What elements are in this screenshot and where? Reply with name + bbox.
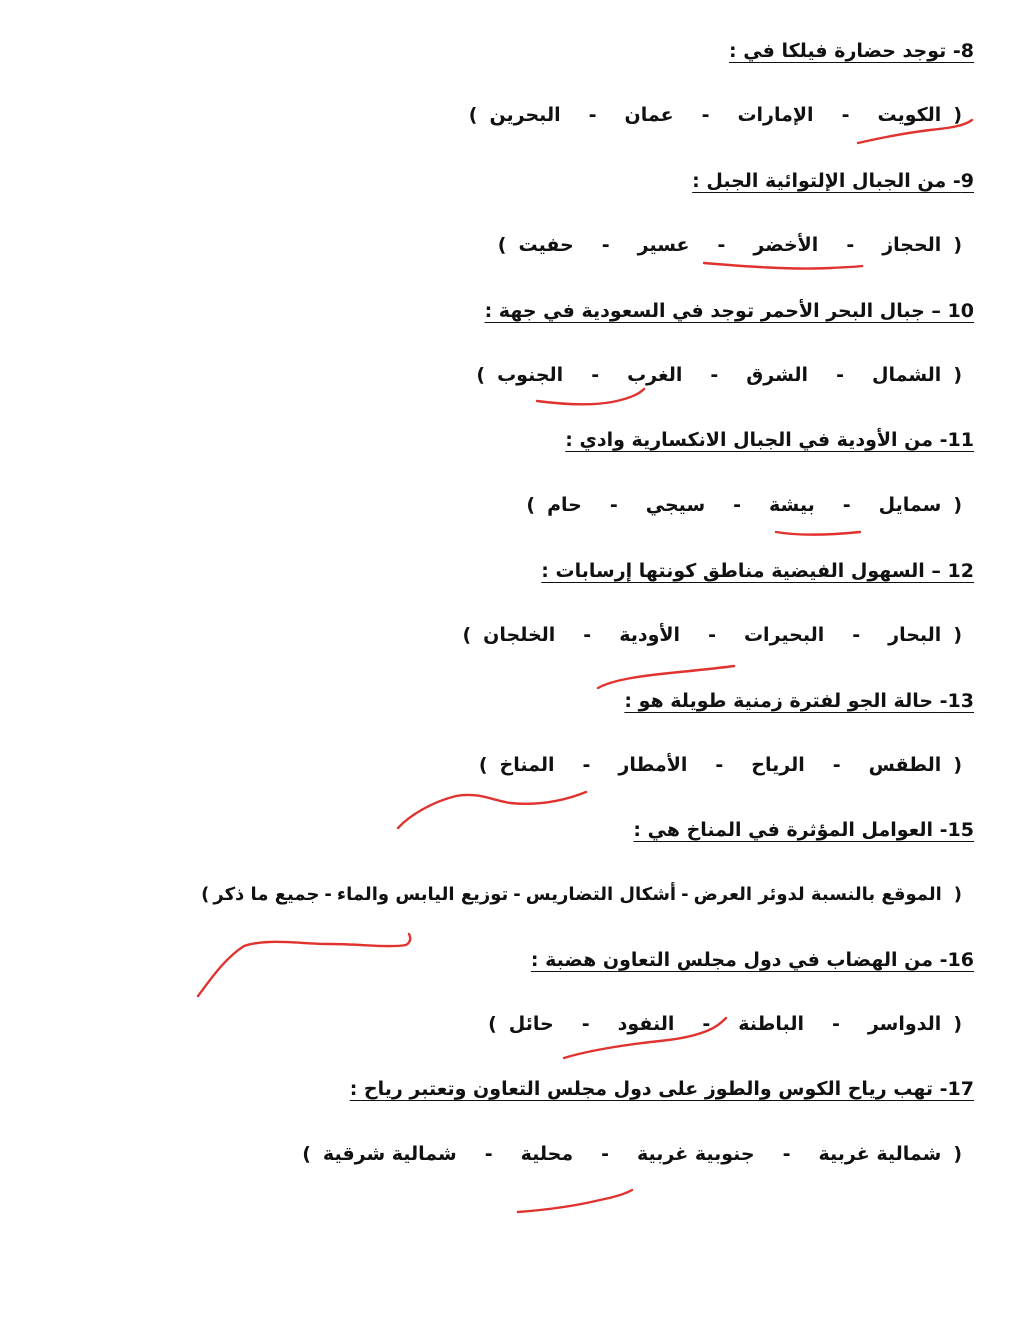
separator: - (841, 104, 850, 126)
option[interactable]: الدواسر (867, 1013, 942, 1035)
option[interactable]: الغرب (627, 364, 683, 386)
answer-mark-q10 (537, 389, 644, 404)
option[interactable]: الطقس (868, 754, 942, 776)
separator: - (836, 364, 844, 386)
option[interactable]: حام (547, 494, 582, 516)
option[interactable]: الكويت (877, 104, 942, 126)
separator: - (702, 1013, 711, 1035)
close-paren: ) (497, 234, 507, 256)
separator: - (601, 234, 610, 256)
question-8-options (457, 104, 974, 126)
separator: - (513, 884, 521, 905)
open-paren: ( (953, 494, 962, 516)
separator: - (583, 624, 592, 646)
separator: - (831, 1013, 840, 1035)
option[interactable]: الإمارات (737, 104, 814, 126)
question-17-options (290, 1143, 974, 1165)
option[interactable]: النفود (617, 1013, 675, 1035)
answer-mark-q11 (776, 532, 860, 535)
open-paren: ( (953, 884, 962, 905)
question-10-options (464, 364, 974, 386)
option[interactable]: جنوبية غربية (637, 1143, 755, 1165)
separator: - (581, 1013, 590, 1035)
option[interactable]: عمان (624, 104, 674, 126)
separator: - (582, 754, 591, 776)
option[interactable]: الجنوب (497, 364, 564, 386)
question-16-title: 16- من الهضاب في دول مجلس التعاون هضبة : (530, 949, 974, 971)
separator: - (588, 104, 597, 126)
separator: - (715, 754, 724, 776)
option[interactable]: سيجي (645, 494, 706, 516)
close-paren: ) (476, 364, 486, 386)
question-12-options (450, 624, 974, 646)
close-paren: ) (488, 1013, 497, 1035)
open-paren: ( (953, 624, 962, 646)
separator: - (681, 884, 689, 905)
option[interactable]: شمالية شرقية (322, 1143, 457, 1165)
option[interactable]: الحجاز (882, 234, 942, 256)
separator: - (591, 364, 600, 386)
separator: - (710, 364, 719, 386)
open-paren: ( (953, 1143, 962, 1165)
separator: - (484, 1143, 493, 1165)
option[interactable]: سمايل (878, 494, 942, 516)
option[interactable]: عسير (637, 234, 690, 256)
option[interactable]: الشرق (746, 364, 809, 386)
question-17-title: 17- تهب رياح الكوس والطوز على دول مجلس التعاون وتعتبر رياح : (349, 1078, 974, 1100)
option[interactable]: البحرين (489, 104, 561, 126)
answer-mark-q17 (518, 1190, 632, 1212)
separator: - (717, 234, 726, 256)
question-11-options (514, 494, 974, 516)
separator: - (852, 624, 861, 646)
separator: - (846, 234, 855, 256)
option[interactable]: الباطنة (738, 1013, 804, 1035)
option[interactable]: حفيت (518, 234, 574, 256)
question-12-title: 12 – السهول الفيضية مناطق كونتها إرسابات : (541, 560, 974, 582)
option[interactable]: شمالية غربية (818, 1143, 942, 1165)
option[interactable]: جميع ما ذكر (213, 884, 320, 905)
close-paren: ) (526, 494, 536, 516)
open-paren: ( (953, 234, 962, 256)
question-9-options (486, 234, 974, 256)
separator: - (842, 494, 851, 516)
question-13-options (467, 754, 974, 776)
answer-mark-q15 (198, 934, 410, 996)
question-16-options (476, 1013, 974, 1035)
question-11-title: 11- من الأودية في الجبال الانكسارية وادي : (565, 429, 974, 451)
open-paren: ( (953, 104, 962, 126)
option[interactable]: بيشة (769, 494, 815, 516)
option[interactable]: محلية (520, 1143, 574, 1165)
close-paren: ) (201, 884, 210, 905)
option[interactable]: حائل (508, 1013, 554, 1035)
question-15-options (197, 884, 974, 905)
separator: - (609, 494, 618, 516)
close-paren: ) (462, 624, 472, 646)
separator: - (782, 1143, 791, 1165)
option[interactable]: الأمطار (618, 754, 688, 776)
option[interactable]: الشمال (871, 364, 942, 386)
separator: - (708, 624, 716, 646)
open-paren: ( (953, 364, 962, 386)
option[interactable]: الخلجان (483, 624, 556, 646)
option[interactable]: البحار (888, 624, 942, 646)
question-10-title: 10 – جبال البحر الأحمر توجد في السعودية في جهة : (484, 300, 974, 322)
question-9-title: 9- من الجبال الإلتوائية الجبل : (692, 170, 974, 192)
close-paren: ) (302, 1143, 311, 1165)
option[interactable]: الأخضر (753, 234, 819, 256)
open-paren: ( (953, 1013, 962, 1035)
option[interactable]: البحيرات (743, 624, 825, 646)
answer-mark-q12 (598, 666, 734, 688)
option[interactable]: الرياح (751, 754, 805, 776)
close-paren: ) (468, 104, 478, 126)
separator: - (324, 884, 332, 905)
separator: - (601, 1143, 610, 1165)
option[interactable]: الأودية (619, 624, 681, 646)
question-15-title: 15- العوامل المؤثرة في المناخ هي : (633, 819, 974, 841)
option[interactable]: توزيع اليابس والماء (336, 884, 509, 905)
option[interactable]: أشكال التضاريس (525, 884, 677, 905)
open-paren: ( (953, 754, 962, 776)
option[interactable]: المناخ (499, 754, 555, 776)
separator: - (733, 494, 742, 516)
answer-mark-q13 (398, 792, 586, 828)
option[interactable]: الموقع بالنسبة لدوئر العرض (693, 884, 942, 905)
close-paren: ) (478, 754, 488, 776)
question-13-title: 13- حالة الجو لفترة زمنية طويلة هو : (624, 690, 974, 712)
answer-mark-q9 (704, 263, 862, 269)
question-8-title: 8- توجد حضارة فيلكا في : (728, 40, 974, 62)
separator: - (832, 754, 841, 776)
separator: - (701, 104, 710, 126)
